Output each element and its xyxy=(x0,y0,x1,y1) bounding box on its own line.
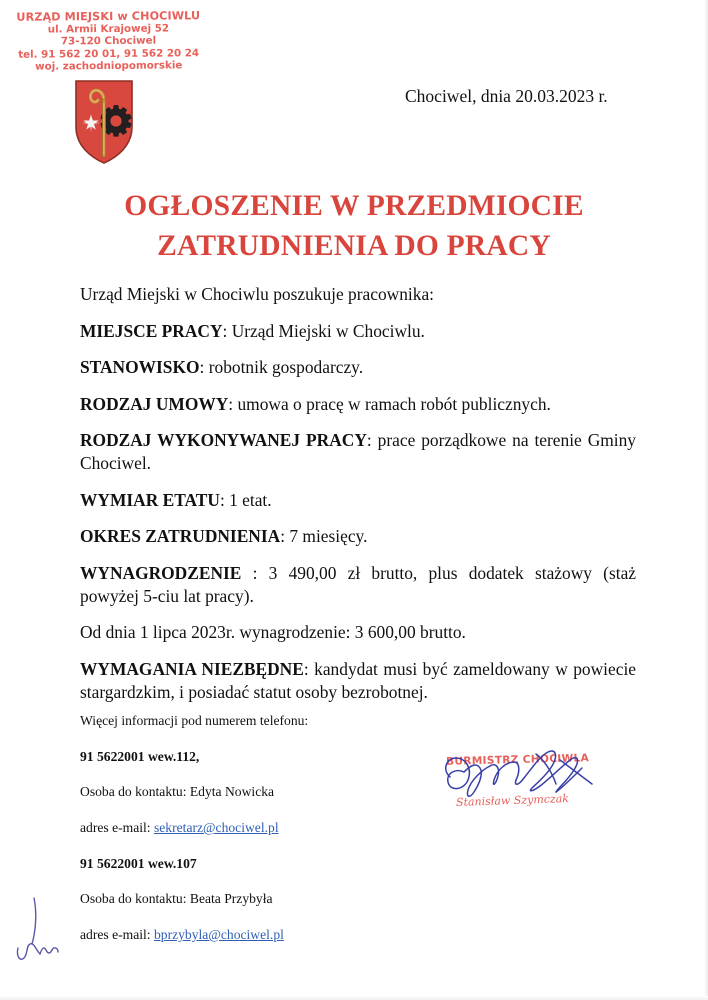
entry-value: 7 miesięcy. xyxy=(289,526,368,547)
entry-label: STANOWISKO xyxy=(80,357,200,378)
contact-email-link[interactable]: bprzybyla@chociwel.pl xyxy=(153,927,284,943)
entry-value: kandydat musi być zameldowany w powiecie stargardzkim, i posiadać statut osoby bezrobotnej. xyxy=(80,659,636,702)
entry-miejsce-pracy xyxy=(80,320,636,343)
entry-stanowisko xyxy=(80,356,636,379)
office-stamp-line-2: ul. Armii Krajowej 52 xyxy=(47,22,170,36)
contact-email-2 xyxy=(80,926,440,944)
entry-value: robotnik gospodarczy. xyxy=(208,357,364,378)
entry-separator: : xyxy=(280,526,290,547)
entry-wymagania-niezbedne xyxy=(80,658,636,704)
contact-email-link[interactable]: sekretarz@chociwel.pl xyxy=(153,820,279,836)
entry-value: 1 etat. xyxy=(229,489,272,510)
entry-value: Urząd Miejski w Chociwlu. xyxy=(231,320,425,341)
entry-separator: : xyxy=(222,320,232,341)
contact-heading: Więcej informacji pod numerem telefonu: xyxy=(80,713,309,728)
scan-edge-bottom xyxy=(0,996,708,1000)
contact-person-name: Beata Przybyła xyxy=(189,891,273,907)
announcement-body xyxy=(80,283,636,718)
entry-value: 3 490,00 zł brutto, plus dodatek stażowy (staż powyżej 5-ciu lat pracy). xyxy=(80,562,637,606)
entry-rodzaj-wykonywanej-pracy xyxy=(80,429,636,475)
entry-label: WYNAGRODZENIE xyxy=(80,562,242,583)
contact-person-2 xyxy=(80,890,440,908)
office-header-stamp xyxy=(6,9,212,73)
scan-edge-right xyxy=(704,0,708,1000)
body-salary-note: Od dnia 1 lipca 2023r. wynagrodzenie: 3 600,00 brutto. xyxy=(80,622,466,643)
entry-okres-zatrudnienia xyxy=(80,525,636,548)
contact-phone-value: 91 5622001 wew.107 xyxy=(80,855,197,871)
entry-separator: : xyxy=(303,659,315,679)
handwritten-signature-icon xyxy=(440,742,615,822)
entry-wynagrodzenie xyxy=(80,562,636,608)
contact-person-label: Osoba do kontaktu: xyxy=(80,784,190,800)
entry-separator: : xyxy=(366,430,378,451)
entry-label: RODZAJ UMOWY xyxy=(80,393,229,414)
place-and-date: Chociwel, dnia 20.03.2023 r. xyxy=(405,86,608,106)
entry-wymiar-etatu xyxy=(80,489,636,512)
contact-phone-value: 91 5622001 wew.112, xyxy=(80,748,200,764)
entry-value: umowa o pracę w ramach robót publicznych. xyxy=(237,393,551,414)
contact-person-name: Edyta Nowicka xyxy=(189,784,275,800)
office-stamp-line-1: URZĄD MIEJSKI w CHOCIWLU xyxy=(16,9,201,24)
office-stamp-line-3: 73-120 Chociwel xyxy=(60,34,157,48)
entry-label: MIEJSCE PRACY xyxy=(80,320,223,341)
body-intro: Urząd Miejski w Chociwlu poszukuje pracownika: xyxy=(80,284,435,304)
office-stamp-line-5: woj. zachodniopomorskie xyxy=(35,58,183,73)
entry-label: OKRES ZATRUDNIENIA xyxy=(80,526,281,547)
contact-email-1 xyxy=(80,819,440,837)
contact-phone-2 xyxy=(80,855,440,873)
entry-label: WYMAGANIA NIEZBĘDNE xyxy=(80,659,304,679)
signature-person-name: Stanisław Szymczak xyxy=(455,792,570,809)
page-title-line-1: OGŁOSZENIE W PRZEDMIOCIE xyxy=(124,190,584,222)
contact-person-label: Osoba do kontaktu: xyxy=(80,891,190,907)
entry-label: RODZAJ WYKONYWANEJ PRACY xyxy=(80,430,367,451)
signature-role-label: BURMISTRZ CHOCIWLA xyxy=(445,752,590,768)
mayor-signature-stamp xyxy=(440,742,615,822)
entry-label: WYMIAR ETATU xyxy=(80,489,220,510)
entry-separator: : xyxy=(241,562,269,583)
page-title xyxy=(54,186,654,267)
office-stamp-line-4: tel. 91 562 20 01, 91 562 20 24 xyxy=(18,46,200,61)
handwritten-initial-mark xyxy=(8,896,98,976)
contact-email-label: adres e-mail: xyxy=(80,927,154,943)
contact-email-label: adres e-mail: xyxy=(80,820,154,836)
entry-separator: : xyxy=(219,489,230,510)
entry-rodzaj-umowy xyxy=(80,393,636,416)
entry-separator: : xyxy=(199,357,209,378)
entry-value: prace porządkowe na terenie Gminy Chociwel. xyxy=(80,430,636,474)
page-title-line-2: ZATRUDNIENIA DO PRACY xyxy=(157,230,551,263)
contact-section xyxy=(80,712,440,962)
entry-separator: : xyxy=(228,393,238,414)
coat-of-arms-icon xyxy=(74,79,134,165)
contact-phone-1 xyxy=(80,748,440,766)
contact-person-1 xyxy=(80,783,440,801)
